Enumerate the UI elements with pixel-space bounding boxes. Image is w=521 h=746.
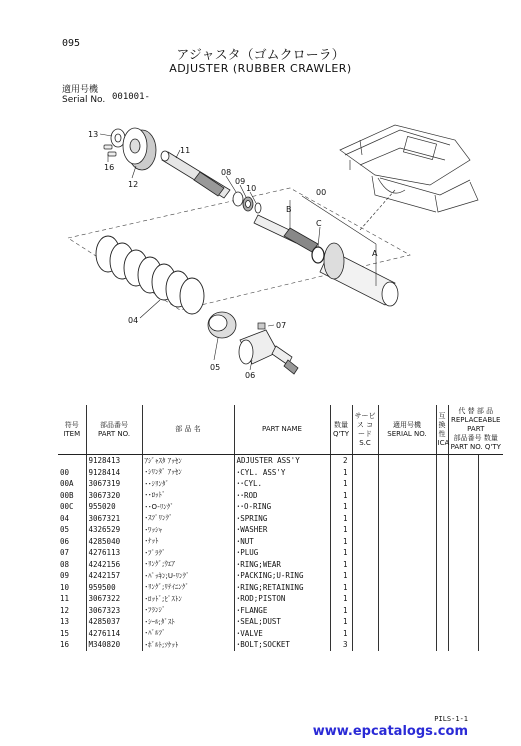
header-name-en: PART NAME [234, 405, 330, 455]
cell-name-jp: ･ｼﾘﾝﾀﾞ ｱｯｾﾝ [142, 467, 234, 479]
cell-service-code [352, 570, 378, 582]
cell-item: 07 [60, 548, 70, 558]
cell-item: 11 [60, 594, 70, 604]
table-row [58, 501, 503, 513]
cell-name-jp: ･ﾎﾞﾙﾄ;ｿｹｯﾄ [142, 639, 234, 651]
cell-service-code [352, 593, 378, 605]
cell-serial-no [378, 547, 436, 559]
cell-qty: 2 [330, 455, 352, 467]
cell-rep-part [448, 536, 478, 548]
cell-rep-part [448, 467, 478, 479]
cell-name-jp: ･ﾌﾗﾝｼﾞ [142, 605, 234, 617]
cell-name-en: ･ROD;PISTON [234, 593, 330, 605]
valve-part [272, 346, 298, 374]
cell-rep-part [448, 478, 478, 490]
cell-name-en: ADJUSTER ASS'Y [234, 455, 330, 467]
header-item: 符号 ITEM [58, 405, 86, 455]
cell-qty: 1 [330, 467, 352, 479]
cell-rep-qty [478, 570, 503, 582]
cell-service-code [352, 455, 378, 467]
cell-rep-qty [478, 455, 503, 467]
cell-ica [436, 524, 448, 536]
table-row [58, 478, 503, 490]
cell-rep-part [448, 593, 478, 605]
cell-ica [436, 582, 448, 594]
cell-item: 13 [60, 617, 70, 627]
flange-part [123, 128, 156, 170]
table-row [58, 639, 503, 651]
cell-serial-no [378, 467, 436, 479]
cell-part-no: 4242157 [86, 570, 142, 582]
cell-serial-no [378, 616, 436, 628]
cell-item: 00C [60, 502, 74, 512]
cell-name-en: ･FLANGE [234, 605, 330, 617]
cell-ica [436, 547, 448, 559]
cell-rep-part [448, 570, 478, 582]
cell-item: 00A [60, 479, 74, 489]
cell-ica [436, 455, 448, 467]
cell-service-code [352, 616, 378, 628]
cell-name-en: ･RING;RETAINING [234, 582, 330, 594]
cell-rep-part [448, 455, 478, 467]
cell-name-en: ･PLUG [234, 547, 330, 559]
cell-name-en: ･RING;WEAR [234, 559, 330, 571]
callout-13: 13 [88, 130, 99, 139]
cell-rep-part [448, 490, 478, 502]
o-ring-part [312, 247, 324, 263]
cell-name-jp: ･ﾅｯﾄ [142, 536, 234, 548]
cell-rep-qty [478, 605, 503, 617]
cell-part-no: 3067323 [86, 605, 142, 617]
cell-part-no: 4285040 [86, 536, 142, 548]
cell-name-en: ･SEAL;DUST [234, 616, 330, 628]
table-row [58, 616, 503, 628]
cell-rep-qty [478, 628, 503, 640]
machine-outline-icon [340, 125, 478, 230]
table-row [58, 467, 503, 479]
cell-service-code [352, 536, 378, 548]
cell-serial-no [378, 501, 436, 513]
callout-11: 11 [180, 146, 191, 155]
cell-name-jp: ･ﾊﾟｯｷﾝ;U-ﾘﾝｸﾞ [142, 570, 234, 582]
cell-service-code [352, 605, 378, 617]
cell-rep-part [448, 605, 478, 617]
cell-serial-no [378, 559, 436, 571]
title-japanese: アジャスタ（ゴムクローラ） [176, 48, 345, 63]
cell-ica [436, 570, 448, 582]
cell-qty: 1 [330, 501, 352, 513]
cell-qty: 1 [330, 547, 352, 559]
cell-item: 06 [60, 536, 70, 546]
cell-qty: 1 [330, 593, 352, 605]
cell-service-code [352, 467, 378, 479]
cell-name-jp: ･･ﾛｯﾄﾞ [142, 490, 234, 502]
cell-rep-qty [478, 616, 503, 628]
cell-rep-qty [478, 547, 503, 559]
table-row [58, 536, 503, 548]
cell-ica [436, 639, 448, 651]
cell-item: 08 [60, 559, 70, 569]
cell-name-en: ･SPRING [234, 513, 330, 525]
cell-ica [436, 513, 448, 525]
cell-qty: 3 [330, 639, 352, 651]
cell-service-code [352, 524, 378, 536]
cell-item [58, 455, 86, 467]
cell-name-jp: ･ｼｰﾙ;ﾀﾞｽﾄ [142, 616, 234, 628]
title-english: ADJUSTER (RUBBER CRAWLER) [169, 62, 352, 75]
cell-name-jp: ･･ｼﾘﾝﾀﾞ [142, 478, 234, 490]
cell-qty: 1 [330, 513, 352, 525]
cell-item: 04 [60, 513, 70, 523]
cell-name-jp: ･ﾘﾝｸﾞ;ﾘﾃｲﾆﾝｸﾞ [142, 582, 234, 594]
table-row [58, 605, 503, 617]
cell-qty: 1 [330, 559, 352, 571]
cell-rep-part [448, 547, 478, 559]
page-code: PILS-1-1 [434, 715, 468, 723]
table-row [58, 559, 503, 571]
cell-item: 00 [60, 467, 70, 477]
table-row [58, 490, 503, 502]
cell-name-jp: ･･O-ﾘﾝｸﾞ [142, 501, 234, 513]
cell-part-no: 955020 [86, 501, 142, 513]
cell-ica [436, 593, 448, 605]
socket-bolt-part [104, 145, 116, 156]
cell-ica [436, 536, 448, 548]
cell-part-no: 4276114 [86, 628, 142, 640]
cell-name-en: ･･O-RING [234, 501, 330, 513]
cell-qty: 1 [330, 490, 352, 502]
cell-item: 00B [60, 490, 74, 500]
cell-service-code [352, 628, 378, 640]
cell-name-jp: ｱｼﾞｬｽﾀ ｱｯｾﾝ [142, 455, 234, 467]
cell-service-code [352, 639, 378, 651]
header-part-no: 部品番号 PART NO. [86, 405, 142, 455]
table-row [58, 570, 503, 582]
cell-rep-part [448, 616, 478, 628]
cell-item: 15 [60, 628, 70, 638]
callout-08: 08 [221, 168, 232, 177]
cell-rep-qty [478, 501, 503, 513]
cell-part-no: 4285037 [86, 616, 142, 628]
cell-service-code [352, 490, 378, 502]
cell-serial-no [378, 490, 436, 502]
rod-part [254, 215, 318, 252]
serial-label-japanese: 適用号機 [62, 85, 99, 95]
watermark-link[interactable]: www.epcatalogs.com [312, 724, 468, 739]
table-row [58, 513, 503, 525]
plug-part [258, 323, 265, 329]
cell-rep-qty [478, 536, 503, 548]
cell-name-jp: ･ｽﾌﾟﾘﾝｸﾞ [142, 513, 234, 525]
cell-rep-qty [478, 582, 503, 594]
cell-part-no: M340820 [86, 639, 142, 651]
cell-item: 12 [60, 605, 70, 615]
callout-C: C [316, 219, 322, 228]
cell-ica [436, 605, 448, 617]
cell-part-no: 4242156 [86, 559, 142, 571]
callout-07: 07 [276, 321, 287, 330]
cell-name-jp: ･ﾛｯﾄﾞ;ﾋﾟｽﾄﾝ [142, 593, 234, 605]
table-row [58, 593, 503, 605]
cell-service-code [352, 513, 378, 525]
cell-rep-qty [478, 639, 503, 651]
cell-serial-no [378, 582, 436, 594]
header-serial-no: 適用号機 SERIAL NO. [378, 405, 436, 455]
callout-B: B [286, 205, 292, 214]
cell-name-en: ･WASHER [234, 524, 330, 536]
spring-part [96, 236, 204, 314]
table-row [58, 547, 503, 559]
cell-rep-part [448, 639, 478, 651]
cell-qty: 1 [330, 524, 352, 536]
cell-item: 16 [60, 640, 70, 650]
ring-set-part [233, 192, 261, 213]
table-row [58, 628, 503, 640]
cell-ica [436, 467, 448, 479]
cell-part-no: 9128413 [86, 455, 142, 467]
cell-rep-qty [478, 478, 503, 490]
page-number: 095 [62, 38, 81, 49]
cell-name-en: ･･ROD [234, 490, 330, 502]
cell-name-en: ･･CYL. [234, 478, 330, 490]
cell-rep-part [448, 524, 478, 536]
cell-name-jp: ･ﾌﾟﾗｸﾞ [142, 547, 234, 559]
callout-A: A [372, 249, 378, 258]
cell-qty: 1 [330, 628, 352, 640]
table-row [58, 455, 503, 467]
cell-serial-no [378, 536, 436, 548]
cell-name-jp: ･ﾜｯｼｬ [142, 524, 234, 536]
cell-part-no: 4326529 [86, 524, 142, 536]
cell-part-no: 3067319 [86, 478, 142, 490]
cell-ica [436, 501, 448, 513]
cell-rep-qty [478, 490, 503, 502]
cell-rep-part [448, 628, 478, 640]
cell-qty: 1 [330, 616, 352, 628]
cell-serial-no [378, 478, 436, 490]
cell-rep-part [448, 513, 478, 525]
cell-ica [436, 478, 448, 490]
header-service-code: サービス コード S.C [352, 405, 378, 455]
cell-rep-qty [478, 593, 503, 605]
nut-part [239, 330, 278, 364]
header-qty: 数量 Q'TY [330, 405, 352, 455]
cell-qty: 1 [330, 570, 352, 582]
cell-rep-qty [478, 467, 503, 479]
cell-service-code [352, 478, 378, 490]
cell-rep-part [448, 501, 478, 513]
cell-part-no: 3067320 [86, 490, 142, 502]
cell-name-en: ･VALVE [234, 628, 330, 640]
callout-00: 00 [316, 188, 327, 197]
cylinder-part [320, 243, 398, 306]
cell-rep-qty [478, 524, 503, 536]
cell-name-jp: ･ﾊﾞﾙﾌﾞ [142, 628, 234, 640]
cell-qty: 1 [330, 582, 352, 594]
cell-part-no: 3067322 [86, 593, 142, 605]
cell-serial-no [378, 570, 436, 582]
cell-qty: 1 [330, 605, 352, 617]
cell-part-no: 3067321 [86, 513, 142, 525]
cell-part-no: 4276113 [86, 547, 142, 559]
cell-item: 10 [60, 582, 70, 592]
header-name-jp: 部 品 名 [142, 405, 234, 455]
table-row [58, 524, 503, 536]
cell-ica [436, 616, 448, 628]
callout-05: 05 [210, 363, 221, 372]
cell-name-en: ･NUT [234, 536, 330, 548]
cell-name-jp: ･ﾘﾝｸﾞ;ｳｴｱ [142, 559, 234, 571]
cell-ica [436, 490, 448, 502]
cell-rep-qty [478, 559, 503, 571]
callout-09: 09 [235, 177, 246, 186]
cell-ica [436, 559, 448, 571]
cell-serial-no [378, 593, 436, 605]
callout-06: 06 [245, 371, 256, 380]
cell-part-no: 959500 [86, 582, 142, 594]
table-row [58, 582, 503, 594]
callout-04: 04 [128, 316, 139, 325]
cell-service-code [352, 501, 378, 513]
cell-part-no: 9128414 [86, 467, 142, 479]
callout-12: 12 [128, 180, 139, 189]
header-ica: 互換性 ICA [436, 405, 448, 455]
cell-serial-no [378, 628, 436, 640]
cell-name-en: ･PACKING;U-RING [234, 570, 330, 582]
cell-item: 05 [60, 525, 70, 535]
cell-service-code [352, 582, 378, 594]
piston-rod-part [161, 151, 230, 198]
cell-serial-no [378, 605, 436, 617]
washer-part [208, 312, 236, 338]
cell-serial-no [378, 455, 436, 467]
cell-name-en: ･BOLT;SOCKET [234, 639, 330, 651]
cell-qty: 1 [330, 536, 352, 548]
cell-service-code [352, 559, 378, 571]
cell-item: 09 [60, 571, 70, 581]
table-header-row [58, 405, 503, 455]
cell-qty: 1 [330, 478, 352, 490]
cell-serial-no [378, 513, 436, 525]
cell-rep-part [448, 582, 478, 594]
cell-rep-part [448, 559, 478, 571]
cell-ica [436, 628, 448, 640]
cell-serial-no [378, 524, 436, 536]
header-replaceable: 代 替 部 品 REPLACEABLE PART 部品番号 数量 PART NO. Q'TY [448, 405, 503, 455]
serial-label-english: Serial No. [62, 95, 106, 105]
cell-serial-no [378, 639, 436, 651]
cell-rep-qty [478, 513, 503, 525]
parts-table [58, 405, 503, 651]
callout-16: 16 [104, 163, 115, 172]
cell-name-en: ･CYL. ASS'Y [234, 467, 330, 479]
serial-value: 001001- [112, 92, 150, 102]
cell-service-code [352, 547, 378, 559]
callout-10: 10 [246, 184, 257, 193]
